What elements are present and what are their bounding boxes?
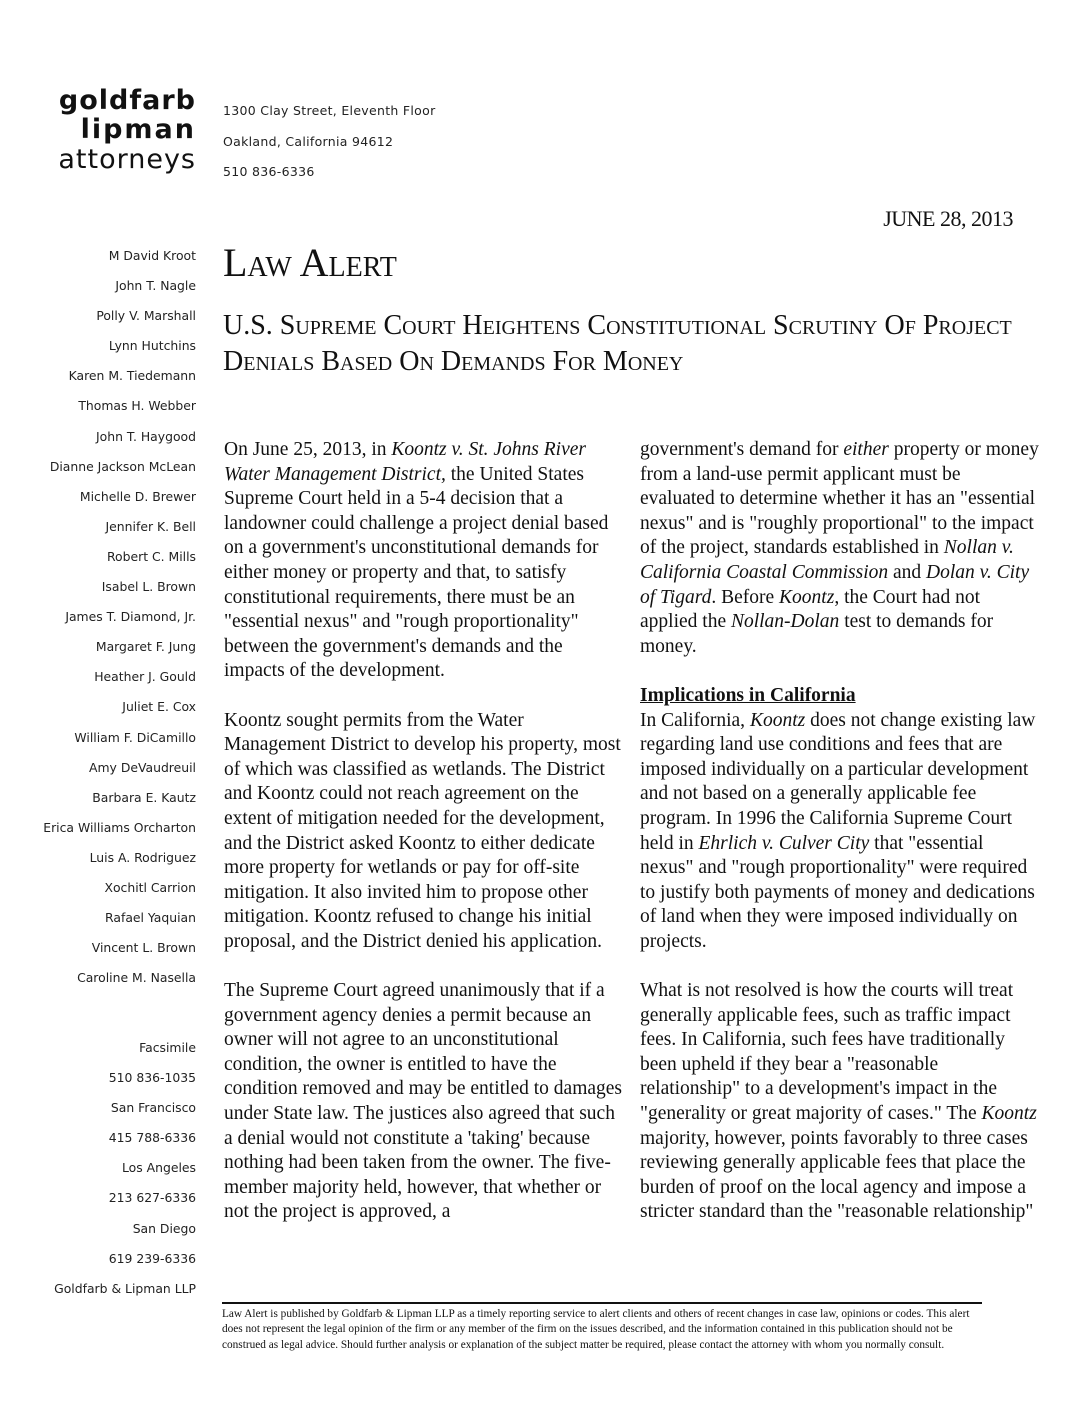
attorney-list xyxy=(0,246,196,998)
logo-line-attorneys: attorneys xyxy=(58,144,196,175)
attorney-name: Thomas H. Webber xyxy=(78,398,196,414)
publication-date: JUNE 28, 2013 xyxy=(883,206,1013,231)
attorney-name: Juliet E. Cox xyxy=(122,699,196,715)
attorney-name: Amy DeVaudreuil xyxy=(89,759,196,775)
attorney-name: Isabel L. Brown xyxy=(101,579,196,595)
attorney-name: James T. Diamond, Jr. xyxy=(65,609,196,625)
text-run: government's demand for xyxy=(640,439,844,460)
footer-disclaimer: Law Alert is published by Goldfarb & Lipman LLP as a timely reporting service to alert clients and others of recent changes in case law, opinions or codes. This alert does not represent the legal opinion of the firm or any member of the firm on the issues described, and the information contained in this publication should not be construed as legal advice. Should further analysis or explanation of the subject matter be required, please contact the attorney with whom you normally consult. xyxy=(222,1308,970,1351)
attorney-name: Luis A. Rodriguez xyxy=(89,849,196,865)
case-citation: Koontz xyxy=(749,709,806,731)
text-run: , the Court had not applied the xyxy=(640,586,981,633)
attorney-name: Karen M. Tiedemann xyxy=(68,368,196,384)
text-run: the United States Supreme Court held in a 5-4 decision that a landowner could challenge a project denial based on a government's unconstitutional demands for either money or property and that, to satisfy constitutional requirements, there must be an "essential nexus" and "rough proportionality" between the government's demands and the impacts of the development. xyxy=(224,463,609,682)
attorney-name: Lynn Hutchins xyxy=(108,338,196,354)
attorney-name: William F. DiCamillo xyxy=(74,729,196,745)
attorney-name: Robert C. Mills xyxy=(106,548,196,564)
section-subheading: Implications in California xyxy=(640,684,856,706)
office-phone: 619 239-6336 xyxy=(108,1250,196,1266)
text-run: does not change existing law regarding land use conditions and fees that are imposed individually on a particular development and not based on a generally applicable fee program. In 1996 the California Supreme Court held in xyxy=(640,709,1036,854)
attorney-name: John T. Nagle xyxy=(115,278,196,294)
firm-logo xyxy=(40,86,196,175)
address-city: Oakland, California 94612 xyxy=(223,133,394,149)
attorney-name: Caroline M. Nasella xyxy=(77,970,196,986)
office-phone: 415 788-6336 xyxy=(108,1130,196,1146)
attorney-name: M David Kroot xyxy=(108,248,196,263)
attorney-name: Barbara E. Kautz xyxy=(92,789,196,805)
case-citation: Koontz xyxy=(779,586,835,608)
attorney-name: Polly V. Marshall xyxy=(96,308,196,324)
logo-line-goldfarb: goldfarb xyxy=(58,85,196,116)
attorney-name: Dianne Jackson McLean xyxy=(49,458,196,474)
firm-address xyxy=(223,96,436,188)
article-right-column xyxy=(640,438,1040,1250)
attorney-name: Michelle D. Brewer xyxy=(79,488,196,504)
attorney-name: Jennifer K. Bell xyxy=(105,518,196,534)
text-run: On June 25, 2013, in xyxy=(224,439,392,460)
text-run: that "essential nexus" and "rough proportionality" were required to justify both payments of money and dedications of land when they were imposed individually on projects. xyxy=(640,832,1035,952)
attorney-name: Rafael Yaquian xyxy=(105,910,196,926)
logo-line-lipman: lipman xyxy=(80,114,196,145)
firm-name: Goldfarb & Lipman LLP xyxy=(54,1280,196,1296)
emphasis: either xyxy=(843,439,889,460)
footer-divider xyxy=(222,1302,982,1304)
office-city: Los Angeles xyxy=(122,1160,196,1176)
text-run: test to demands for money. xyxy=(640,611,994,657)
article-left-column xyxy=(224,438,624,1250)
paragraph: Koontz sought permits from the Water Management District to develop his property, most of which was classified as wetlands. The District and Koontz could not reach agreement on the extent of mitigation needed for the development, and the District asked Koontz to either dedicate more property for wetlands or pay for off-site mitigation. It also invited him to propose other mitigation. Koontz refused to change his initial proposal, and the District denied his application. xyxy=(224,709,621,952)
attorney-name: Erica Williams Orcharton xyxy=(43,819,196,835)
attorney-name: Heather J. Gould xyxy=(94,669,196,685)
article-headline: U.S. Supreme Court Heightens Constitutional Scrutiny Of Project Denials Based On Demands For Money xyxy=(223,310,1012,377)
case-citation: Nollan v. California Coastal Commission xyxy=(640,537,1014,583)
office-phone: 213 627-6336 xyxy=(108,1190,196,1206)
fax-label: Facsimile xyxy=(139,1040,196,1055)
attorney-name: Margaret F. Jung xyxy=(95,639,196,655)
case-citation: Nollan-Dolan xyxy=(730,611,840,633)
fax-number: 510 836-1035 xyxy=(108,1070,196,1086)
address-phone: 510 836-6336 xyxy=(223,164,315,179)
paragraph: The Supreme Court agreed unanimously that if a government agency denies a permit because an owner will not agree to an unconstitutional condition, the owner is entitled to have the condition removed and may be entitled to damages under State law. The justices also agreed that such a denial would not constitute a 'taking' because nothing had been taken from the owner. The five-member majority held, however, that whether or not the project is approved, a xyxy=(224,980,623,1223)
text-run: . Before xyxy=(711,586,780,608)
case-citation: Ehrlich v. Culver City xyxy=(698,832,870,854)
text-run: majority, however, points favorably to three cases reviewing generally applicable fees that place the burden of proof on the local agency and impose a stricter standard than the "reasonable relationship" xyxy=(640,1127,1034,1223)
paragraph xyxy=(640,979,1040,1225)
paragraph xyxy=(640,684,1040,955)
attorney-name: Xochitl Carrion xyxy=(104,879,196,895)
attorney-name: John T. Haygood xyxy=(96,428,196,444)
address-street: 1300 Clay Street, Eleventh Floor xyxy=(223,103,436,118)
office-city: San Diego xyxy=(132,1220,196,1236)
case-citation: Koontz xyxy=(981,1103,1037,1125)
office-contacts xyxy=(0,1038,196,1309)
text-run: property or money from a land-use permit applicant must be evaluated to determine whether it has an "essential nexus" and is "roughly proportional" to the impact of the project, standards established in xyxy=(640,439,1039,559)
paragraph xyxy=(224,438,624,684)
text-run: In California, xyxy=(640,709,750,731)
case-citation: Koontz v. St. Johns River Water Management District, xyxy=(224,439,586,485)
text-run: What is not resolved is how the courts will treat generally applicable fees, such as traffic impact fees. In California, such fees have traditionally been upheld if they bear a "reasonable relationship" to a development's impact in the "generality or great majority of cases." The xyxy=(640,980,1014,1125)
attorney-name: Vincent L. Brown xyxy=(91,940,196,956)
office-city: San Francisco xyxy=(110,1100,196,1116)
paragraph xyxy=(640,438,1040,659)
page-title: Law Alert xyxy=(223,240,397,285)
case-citation: Dolan v. City of Tigard xyxy=(640,561,1030,608)
text-run: and xyxy=(888,561,927,583)
